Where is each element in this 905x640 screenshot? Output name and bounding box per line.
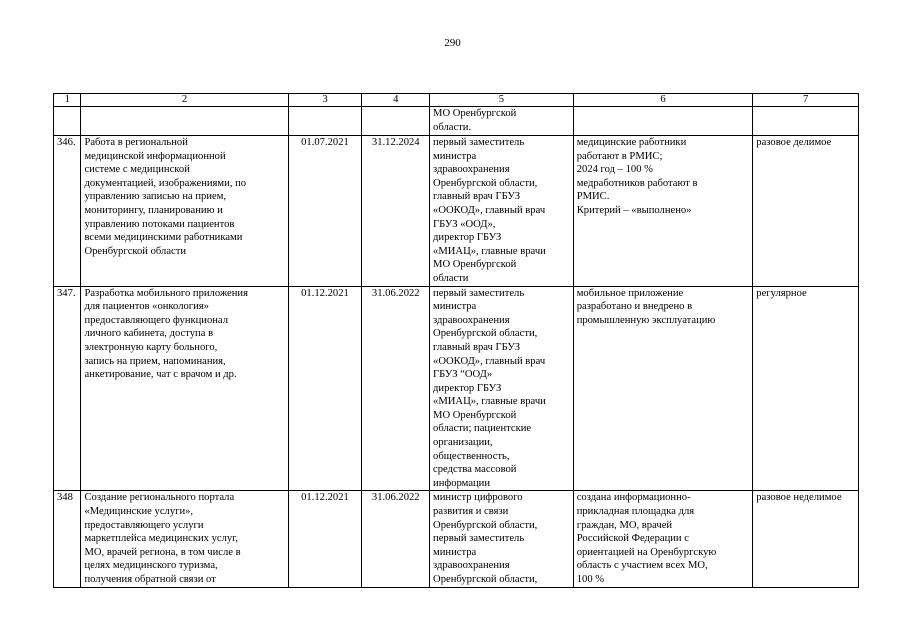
activity-name-cell-line: документацией, изображениями, по: [84, 177, 247, 189]
activity-name-cell-line: управлению потоками пациентов: [84, 218, 235, 230]
responsible-cell-line: общественность,: [433, 450, 510, 462]
result-cell-line: разработано и внедрено в: [576, 301, 693, 313]
activity-name-cell-line: «Медицинские услуги»,: [84, 506, 194, 518]
responsible-cell-line: организации,: [433, 437, 493, 449]
responsible-cell: [430, 136, 574, 287]
page-number: 290: [444, 37, 461, 49]
plan-table: [53, 93, 859, 588]
responsible-cell-line: «МИАЦ», главные врачи: [433, 396, 546, 408]
result-cell-line: создана информационно-: [576, 492, 691, 504]
responsible-cell-line: главный врач ГБУЗ: [433, 341, 521, 353]
responsible-cell-line: области.: [433, 121, 472, 133]
activity-name-cell-line: запись на прием, напоминания,: [84, 355, 226, 367]
responsible-cell-line: главный врач ГБУЗ: [433, 191, 521, 203]
start-date-cell: 01.12.2021: [288, 491, 362, 587]
column-header-6: 6: [573, 94, 753, 107]
row-number-cell: 346.: [54, 136, 81, 287]
responsible-cell-line: министр цифрового: [433, 492, 523, 504]
result-cell: [573, 136, 753, 287]
activity-name-cell-line: электронную карту больного,: [84, 341, 218, 353]
table-row: [54, 107, 859, 136]
activity-name-cell-line: Создание регионального портала: [84, 492, 235, 504]
responsible-cell-line: ГБУЗ “ООД»: [433, 369, 493, 381]
activity-name-cell-line: предоставляющего функционал: [84, 314, 229, 326]
table-row: [54, 286, 859, 491]
result-cell-line: область с участием всех МО,: [576, 560, 708, 572]
responsible-cell-line: информации: [433, 477, 491, 489]
responsible-cell-line: МО Оренбургской: [433, 108, 517, 119]
responsible-cell-line: директор ГБУЗ: [433, 232, 502, 244]
result-cell-line: Критерий – «выполнено»: [576, 204, 692, 216]
responsible-cell-line: развития и связи: [433, 506, 509, 518]
responsible-cell-line: министра: [433, 546, 477, 558]
table-body: [54, 107, 859, 588]
responsible-cell-line: «МИАЦ», главные врачи: [433, 245, 546, 257]
column-header-7: 7: [753, 94, 859, 107]
responsible-cell-line: первый заместитель: [433, 533, 525, 545]
column-header-4: 4: [362, 94, 430, 107]
activity-type-cell: разовое делимое: [753, 136, 859, 287]
responsible-cell-line: министра: [433, 150, 477, 162]
activity-name-cell-line: Работа в региональной: [84, 137, 188, 148]
responsible-cell-line: «ООКОД», главный врач: [433, 204, 546, 216]
result-cell-line: РМИС.: [576, 191, 610, 203]
column-header-2: 2: [81, 94, 288, 107]
responsible-cell-line: здравоохранения: [433, 164, 510, 176]
activity-name-cell-line: медицинской информационной: [84, 150, 226, 162]
responsible-cell: [430, 286, 574, 491]
responsible-cell-line: Оренбургской области,: [433, 519, 538, 531]
result-cell-line: граждан, МО, врачей: [576, 519, 673, 531]
table-row: [54, 491, 859, 587]
row-number-cell: 347.: [54, 286, 81, 491]
responsible-cell-line: Оренбургской области,: [433, 574, 538, 585]
activity-name-cell-line: системе с медицинской: [84, 164, 190, 176]
column-header-5: 5: [430, 94, 574, 107]
activity-type-cell: разовое неделимое: [753, 491, 859, 587]
start-date-cell: [288, 107, 362, 136]
responsible-cell-line: Оренбургской области,: [433, 177, 538, 189]
result-cell-line: промышленную эксплуатацию: [576, 314, 716, 326]
result-cell-line: мобильное приложение: [576, 287, 684, 299]
end-date-cell: 31.06.2022: [362, 286, 430, 491]
row-number-cell: [54, 107, 81, 136]
responsible-cell-line: средства массовой: [433, 464, 517, 476]
responsible-cell-line: первый заместитель: [433, 287, 525, 299]
activity-name-cell: [81, 107, 288, 136]
activity-name-cell-line: МО, врачей региона, в том числе в: [84, 546, 241, 558]
activity-name-cell-line: предоставляющего услуги: [84, 519, 204, 531]
start-date-cell: 01.12.2021: [288, 286, 362, 491]
result-cell-line: медицинские работники: [576, 137, 687, 148]
activity-type-cell: [753, 107, 859, 136]
activity-name-cell: [81, 286, 288, 491]
column-header-1: 1: [54, 94, 81, 107]
result-cell-line: Российской Федерации с: [576, 533, 689, 545]
activity-name-cell-line: всеми медицинскими работниками: [84, 232, 243, 244]
result-cell-line: ориентацией на Оренбургскую: [576, 546, 717, 558]
result-cell-line: медработников работают в: [576, 177, 698, 189]
result-cell: [573, 107, 753, 136]
activity-name-cell-line: мониторингу, планированию и: [84, 204, 223, 216]
start-date-cell: 01.07.2021: [288, 136, 362, 287]
responsible-cell-line: «ООКОД», главный врач: [433, 355, 546, 367]
responsible-cell-line: области: [433, 272, 469, 284]
end-date-cell: 31.06.2022: [362, 491, 430, 587]
activity-name-cell-line: Оренбургской области: [84, 245, 187, 257]
activity-name-cell-line: Разработка мобильного приложения: [84, 287, 248, 299]
responsible-cell: [430, 107, 574, 136]
activity-name-cell: [81, 491, 288, 587]
activity-name-cell: [81, 136, 288, 287]
activity-name-cell-line: управлению записью на прием,: [84, 191, 227, 203]
table-header-row: [54, 94, 859, 107]
result-cell-line: работают в РМИС;: [576, 150, 663, 162]
end-date-cell: 31.12.2024: [362, 136, 430, 287]
responsible-cell-line: Оренбургской области,: [433, 328, 538, 340]
activity-name-cell-line: анкетирование, чат с врачом и др.: [84, 369, 237, 381]
result-cell-line: прикладная площадка для: [576, 506, 695, 518]
responsible-cell-line: здравоохранения: [433, 560, 510, 572]
responsible-cell-line: ГБУЗ «ООД»,: [433, 218, 496, 230]
responsible-cell-line: МО Оренбургской: [433, 259, 517, 271]
responsible-cell-line: директор ГБУЗ: [433, 382, 502, 394]
activity-name-cell-line: личного кабинета, доступа в: [84, 328, 214, 340]
end-date-cell: [362, 107, 430, 136]
result-cell-line: 2024 год – 100 %: [576, 164, 653, 176]
responsible-cell-line: министра: [433, 301, 477, 313]
responsible-cell: [430, 491, 574, 587]
result-cell-line: 100 %: [576, 574, 605, 585]
column-header-3: 3: [288, 94, 362, 107]
responsible-cell-line: здравоохранения: [433, 314, 510, 326]
table-row: [54, 136, 859, 287]
responsible-cell-line: МО Оренбургской: [433, 409, 517, 421]
activity-type-cell: регулярное: [753, 286, 859, 491]
activity-name-cell-line: целях медицинского туризма,: [84, 560, 218, 572]
result-cell: [573, 491, 753, 587]
row-number-cell: 348: [54, 491, 81, 587]
responsible-cell-line: первый заместитель: [433, 137, 525, 148]
activity-name-cell-line: для пациентов «онкология»: [84, 301, 209, 313]
result-cell: [573, 286, 753, 491]
activity-name-cell-line: получения обратной связи от: [84, 574, 216, 585]
responsible-cell-line: области; пациентские: [433, 423, 532, 435]
activity-name-cell-line: маркетплейса медицинских услуг,: [84, 533, 238, 545]
